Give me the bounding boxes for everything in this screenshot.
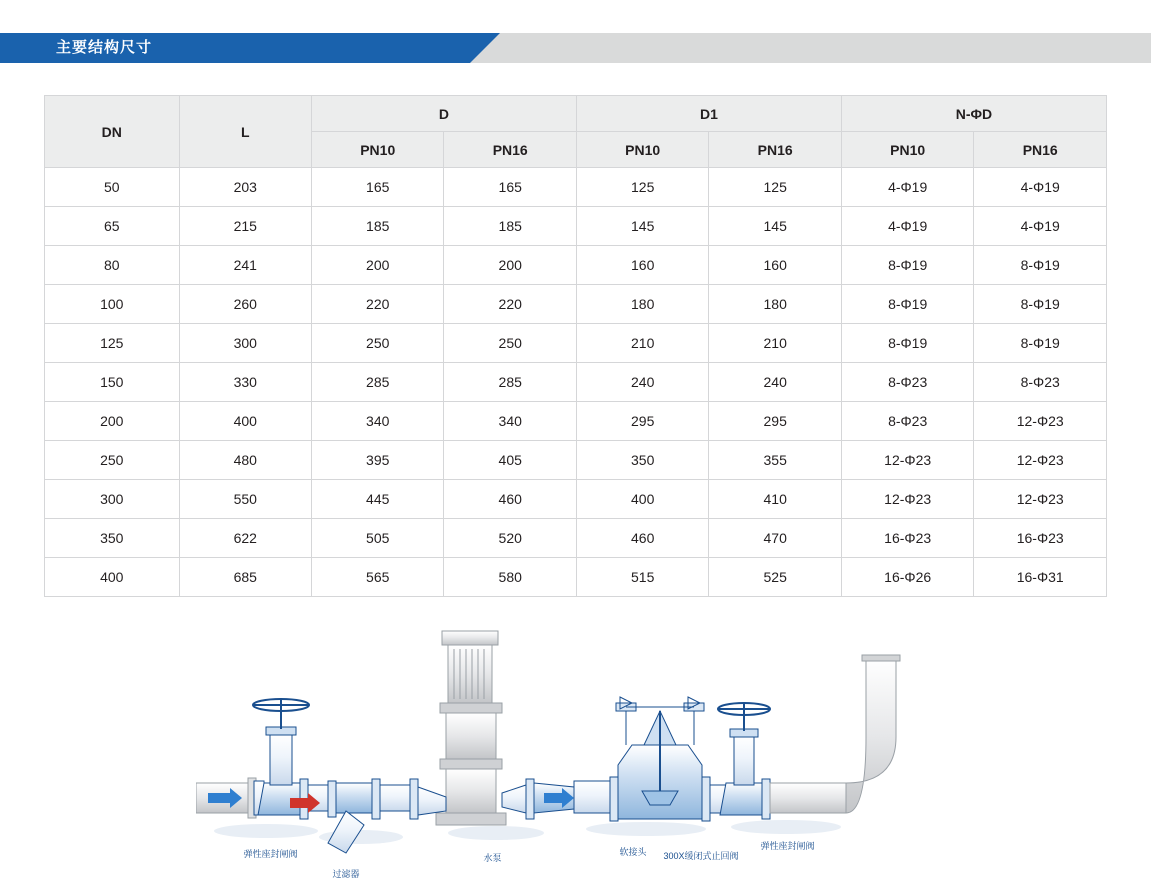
cell-nphid-pn10: 16-Φ26	[841, 558, 973, 597]
cell-d1-pn10: 295	[576, 402, 708, 441]
cell-d-pn10: 395	[311, 441, 443, 480]
table-row	[45, 480, 1107, 519]
cell-d-pn10: 445	[311, 480, 443, 519]
cell-d1-pn10: 210	[576, 324, 708, 363]
cell-l: 400	[179, 402, 311, 441]
cell-nphid-pn10: 12-Φ23	[841, 441, 973, 480]
table-row	[45, 363, 1107, 402]
cell-d-pn10: 200	[311, 246, 443, 285]
cell-d1-pn10: 145	[576, 207, 708, 246]
cell-l: 203	[179, 168, 311, 207]
cell-d-pn16: 220	[444, 285, 576, 324]
cell-nphid-pn16: 12-Φ23	[974, 441, 1107, 480]
diagram-label-pump: 水泵	[483, 853, 502, 863]
ground-shadow	[214, 820, 841, 844]
cell-dn: 100	[45, 285, 180, 324]
dimensions-table-wrapper	[44, 95, 1107, 597]
cell-d1-pn16: 525	[709, 558, 841, 597]
cell-d-pn10: 340	[311, 402, 443, 441]
table-row	[45, 324, 1107, 363]
diagram-svg	[196, 615, 956, 885]
cell-nphid-pn10: 8-Φ19	[841, 246, 973, 285]
cell-d1-pn10: 460	[576, 519, 708, 558]
cell-d1-pn10: 125	[576, 168, 708, 207]
cell-d-pn10: 565	[311, 558, 443, 597]
table-row	[45, 558, 1107, 597]
cell-d1-pn10: 400	[576, 480, 708, 519]
column-subheader-d1-pn10: PN10	[576, 132, 708, 168]
cell-d-pn16: 165	[444, 168, 576, 207]
table-row	[45, 519, 1107, 558]
cell-dn: 250	[45, 441, 180, 480]
cell-d1-pn16: 355	[709, 441, 841, 480]
cell-dn: 350	[45, 519, 180, 558]
cell-l: 300	[179, 324, 311, 363]
table-body	[45, 168, 1107, 597]
cell-nphid-pn16: 16-Φ23	[974, 519, 1107, 558]
cell-d-pn16: 285	[444, 363, 576, 402]
cell-nphid-pn16: 12-Φ23	[974, 480, 1107, 519]
cell-nphid-pn16: 12-Φ23	[974, 402, 1107, 441]
cell-l: 550	[179, 480, 311, 519]
cell-nphid-pn10: 8-Φ19	[841, 324, 973, 363]
cell-l: 260	[179, 285, 311, 324]
table-head	[45, 96, 1107, 168]
table-row	[45, 168, 1107, 207]
cell-d1-pn10: 515	[576, 558, 708, 597]
cell-l: 241	[179, 246, 311, 285]
cell-d1-pn16: 145	[709, 207, 841, 246]
cell-d1-pn16: 410	[709, 480, 841, 519]
cell-d-pn10: 285	[311, 363, 443, 402]
cell-d1-pn10: 180	[576, 285, 708, 324]
cell-nphid-pn10: 4-Φ19	[841, 207, 973, 246]
table-row	[45, 285, 1107, 324]
cell-dn: 400	[45, 558, 180, 597]
check-valve-300x	[616, 697, 710, 821]
cell-d1-pn16: 240	[709, 363, 841, 402]
cell-nphid-pn16: 8-Φ19	[974, 285, 1107, 324]
gate-valve-right	[710, 703, 770, 819]
cell-nphid-pn16: 4-Φ19	[974, 168, 1107, 207]
cell-d-pn16: 580	[444, 558, 576, 597]
cell-d-pn10: 165	[311, 168, 443, 207]
table-row	[45, 441, 1107, 480]
diagram-label-flexible-joint: 软接头	[619, 847, 647, 857]
cell-d1-pn10: 350	[576, 441, 708, 480]
flexible-joint	[526, 777, 618, 821]
column-subheader-d-pn10: PN10	[311, 132, 443, 168]
cell-d-pn16: 520	[444, 519, 576, 558]
cell-dn: 80	[45, 246, 180, 285]
column-header-n-phi-d: N-ΦD	[841, 96, 1106, 132]
cell-nphid-pn16: 8-Φ19	[974, 324, 1107, 363]
inlet-pipe	[196, 778, 256, 818]
cell-d1-pn16: 160	[709, 246, 841, 285]
cell-d-pn16: 405	[444, 441, 576, 480]
cell-l: 480	[179, 441, 311, 480]
column-subheader-d1-pn16: PN16	[709, 132, 841, 168]
column-header-d: D	[311, 96, 576, 132]
cell-d1-pn16: 210	[709, 324, 841, 363]
cell-nphid-pn16: 8-Φ19	[974, 246, 1107, 285]
diagram-label-strainer: 过滤器	[332, 869, 360, 879]
cell-d1-pn10: 240	[576, 363, 708, 402]
column-header-dn: DN	[45, 96, 180, 168]
diagram-label-check-valve: 300X缓闭式止回阀	[663, 851, 739, 861]
cell-d1-pn16: 295	[709, 402, 841, 441]
cell-d1-pn16: 180	[709, 285, 841, 324]
cell-nphid-pn10: 8-Φ19	[841, 285, 973, 324]
cell-l: 215	[179, 207, 311, 246]
cell-d-pn16: 200	[444, 246, 576, 285]
cell-l: 622	[179, 519, 311, 558]
cell-l: 330	[179, 363, 311, 402]
cell-d-pn16: 460	[444, 480, 576, 519]
cell-nphid-pn10: 8-Φ23	[841, 363, 973, 402]
cell-nphid-pn10: 8-Φ23	[841, 402, 973, 441]
column-subheader-nphid-pn10: PN10	[841, 132, 973, 168]
cell-d-pn10: 250	[311, 324, 443, 363]
cell-dn: 125	[45, 324, 180, 363]
table-row	[45, 207, 1107, 246]
table-row	[45, 246, 1107, 285]
column-subheader-nphid-pn16: PN16	[974, 132, 1107, 168]
cell-dn: 300	[45, 480, 180, 519]
cell-d1-pn16: 470	[709, 519, 841, 558]
column-header-d1: D1	[576, 96, 841, 132]
cell-d-pn10: 505	[311, 519, 443, 558]
cell-dn: 200	[45, 402, 180, 441]
diagram-label-gate-valve-left: 弹性座封闸阀	[243, 849, 298, 859]
cell-l: 685	[179, 558, 311, 597]
cell-d-pn16: 185	[444, 207, 576, 246]
cell-nphid-pn10: 16-Φ23	[841, 519, 973, 558]
cell-nphid-pn10: 12-Φ23	[841, 480, 973, 519]
outlet-elbow-pipe	[770, 655, 900, 813]
cell-dn: 65	[45, 207, 180, 246]
cell-d-pn10: 185	[311, 207, 443, 246]
column-header-l: L	[179, 96, 311, 168]
cell-nphid-pn16: 4-Φ19	[974, 207, 1107, 246]
column-subheader-d-pn16: PN16	[444, 132, 576, 168]
pump	[418, 631, 526, 825]
cell-d1-pn16: 125	[709, 168, 841, 207]
pump-system-diagram	[196, 615, 956, 885]
cell-dn: 50	[45, 168, 180, 207]
cell-d-pn10: 220	[311, 285, 443, 324]
cell-d1-pn10: 160	[576, 246, 708, 285]
page-title: 主要结构尺寸	[56, 39, 153, 56]
table-row	[45, 402, 1107, 441]
cell-dn: 150	[45, 363, 180, 402]
cell-d-pn16: 340	[444, 402, 576, 441]
cell-d-pn16: 250	[444, 324, 576, 363]
cell-nphid-pn16: 8-Φ23	[974, 363, 1107, 402]
dimensions-table	[44, 95, 1107, 597]
cell-nphid-pn10: 4-Φ19	[841, 168, 973, 207]
table-header-row-groups	[45, 96, 1107, 132]
diagram-label-gate-valve-right: 弹性座封闸阀	[760, 841, 815, 851]
section-banner	[0, 33, 1151, 63]
cell-nphid-pn16: 16-Φ31	[974, 558, 1107, 597]
